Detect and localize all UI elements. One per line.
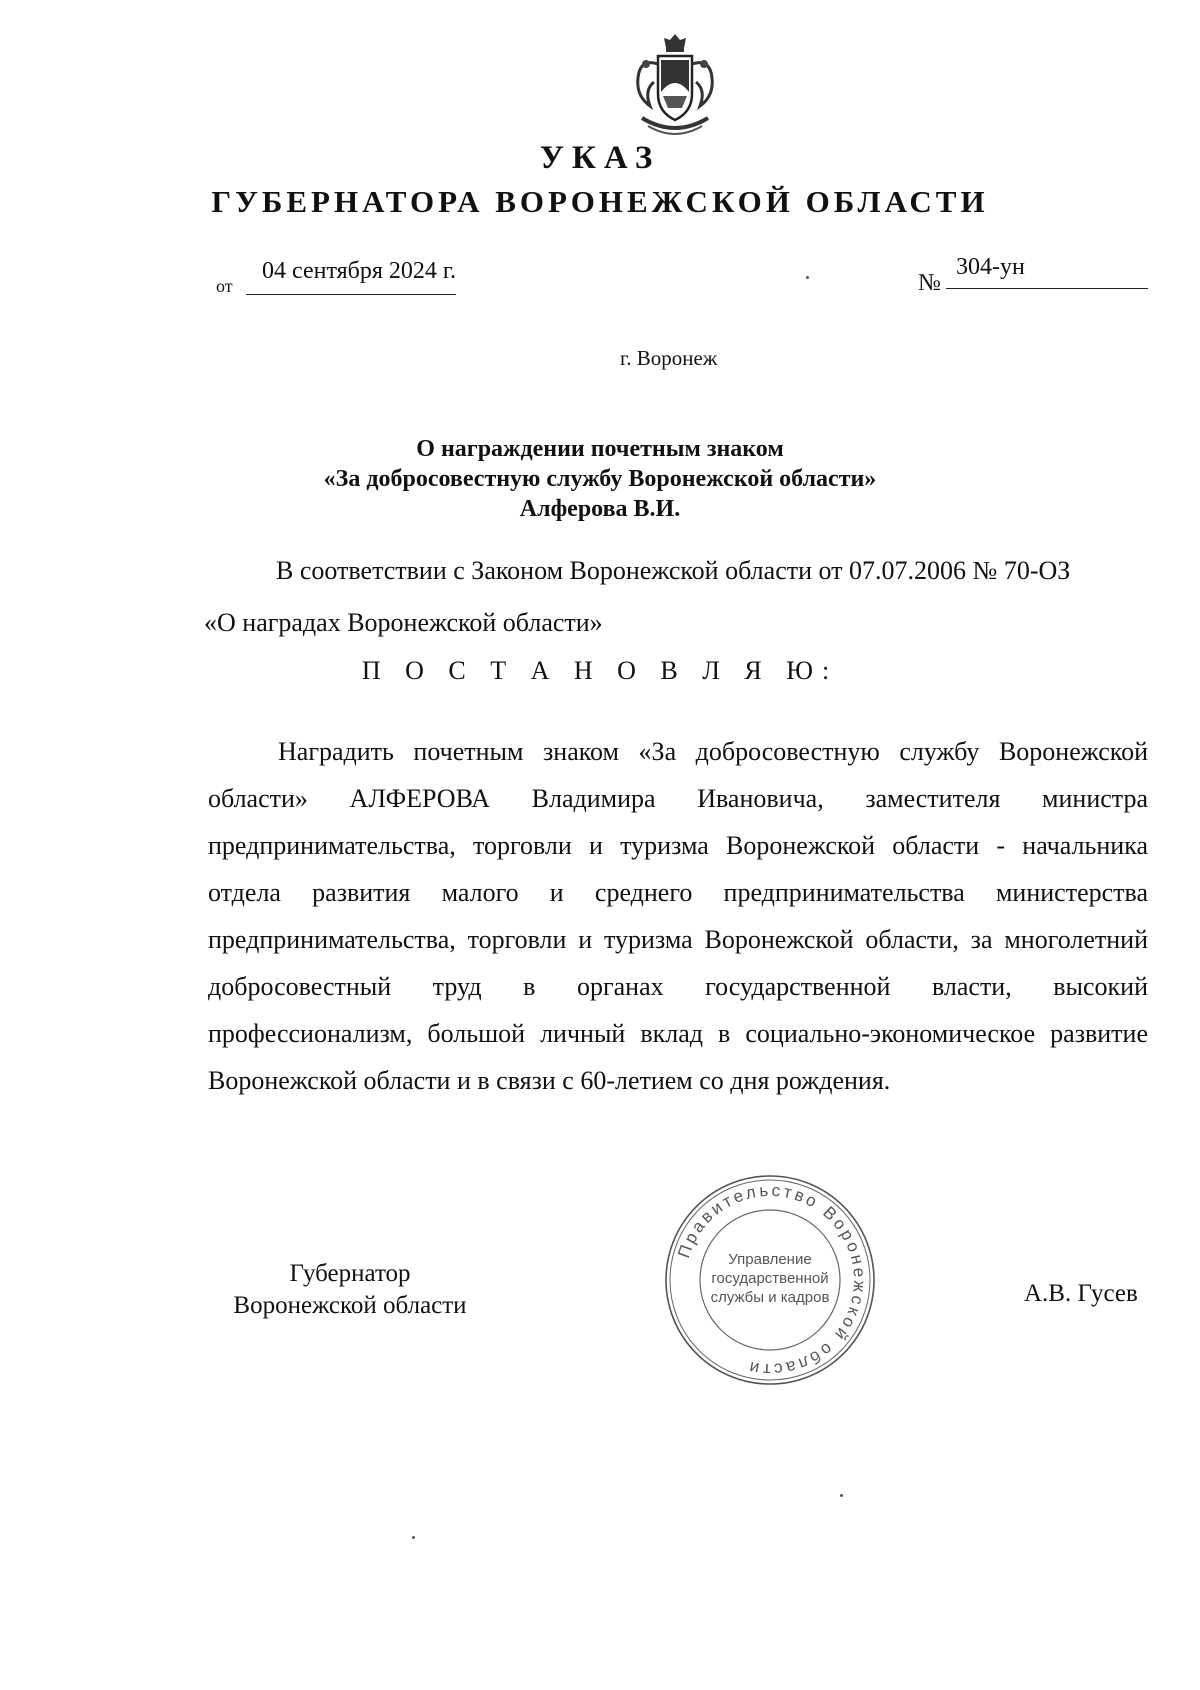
signer-name: А.В. Гусев [1024, 1280, 1138, 1307]
subject-line-1: О награждении почетным знаком [416, 436, 784, 462]
subject-line-2: «За добросовестную службу Воронежской области» [323, 466, 877, 492]
signer-position [200, 1258, 500, 1322]
number-prefix: № [918, 270, 941, 296]
date-underline [246, 294, 456, 295]
decree-subject [0, 434, 1200, 524]
decree-title: УКАЗ [539, 140, 661, 176]
decree-body: Наградить почетным знаком «За добросовестную службу Воронежской области» АЛФЕРОВА Владимира Ивановича, заместителя министра предпринимательства, торговли и туризма Воронежской области - начальника отдела развития малого и среднего предпринимательства министерства предпринимательства, торговли и туризма Воронежской области, за многолетний добросовестный труд в органах государственной власти, высокий профессионализм, большой личный вклад в социально-экономическое развитие Воронежской области и в связи с 60-летием со дня рождения. [208, 737, 1148, 1095]
legal-basis-line-1: В соответствии с Законом Воронежской области от 07.07.2006 № 70-ОЗ [276, 556, 1071, 585]
number-underline [946, 288, 1148, 289]
decrees-heading: П О С Т А Н О В Л Я Ю: [361, 656, 839, 685]
subject-line-3: Алферова В.И. [519, 496, 681, 522]
stamp-center-line-1: Управление [728, 1251, 812, 1268]
scan-speck [806, 276, 809, 279]
decree-issuer: ГУБЕРНАТОРА ВОРОНЕЖСКОЙ ОБЛАСТИ [211, 184, 989, 219]
stamp-center-line-3: службы и кадров [710, 1289, 830, 1306]
city: г. Воронеж [620, 346, 718, 370]
date-prefix: от [216, 276, 233, 296]
position-line-1: Губернатор [289, 1260, 411, 1287]
coat-of-arms-icon [630, 34, 720, 144]
stamp-ring-text: Правительство Воронежской области [674, 1180, 870, 1380]
scan-speck [412, 1536, 415, 1539]
scan-speck [840, 1494, 843, 1497]
official-stamp [660, 1170, 880, 1390]
stamp-center-line-2: государственной [711, 1270, 829, 1287]
decree-number: 304-ун [956, 254, 1025, 280]
legal-basis-line-2: «О наградах Воронежской области» [204, 608, 603, 637]
decree-date: 04 сентября 2024 г. [262, 258, 457, 284]
position-line-2: Воронежской области [233, 1292, 467, 1319]
